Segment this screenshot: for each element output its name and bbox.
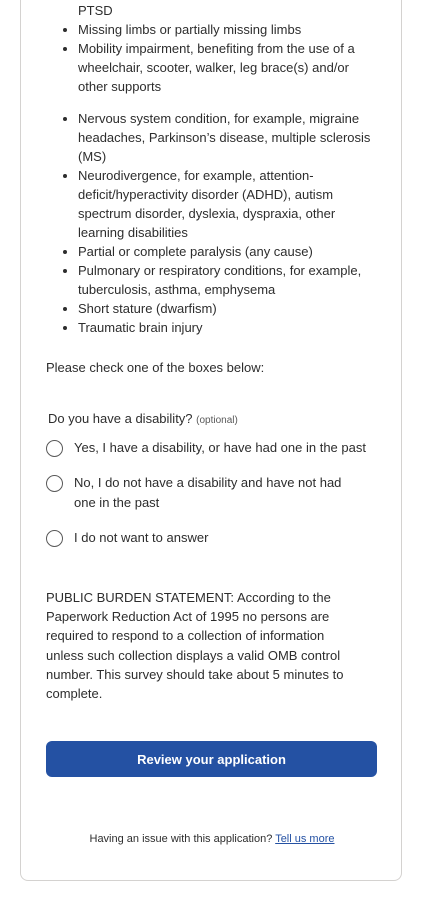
- condition-item-mobility: • Mobility impairment, benefiting from the use of a wheelchair, scooter, walker, leg brace(s) and/or other supports: [78, 39, 378, 96]
- radio-label-decline[interactable]: I do not want to answer: [74, 530, 209, 545]
- radio-button-decline[interactable]: [46, 530, 63, 547]
- review-application-button[interactable]: Review your application: [46, 741, 377, 777]
- conditions-list: [46, 0, 378, 337]
- radio-button-yes[interactable]: [46, 440, 63, 457]
- footer-feedback: [21, 833, 403, 845]
- disability-question-label: Do you have a disability?: [48, 411, 193, 426]
- condition-item-neurodivergence: • Neurodivergence, for example, attention-deficit/hyperactivity disorder (ADHD), autism spectrum disorder, dyslexia, dyspraxia, other learning disabilities: [78, 166, 378, 242]
- tell-us-more-link[interactable]: Tell us more: [275, 833, 335, 845]
- radio-option-no[interactable]: [46, 475, 366, 513]
- checkbox-prompt: Please check one of the boxes below:: [46, 360, 265, 375]
- condition-item-pulmonary: • Pulmonary or respiratory conditions, for example, tuberculosis, asthma, emphysema: [78, 261, 378, 299]
- public-burden-statement: PUBLIC BURDEN STATEMENT: According to the Paperwork Reduction Act of 1995 no persons are required to respond to a collection of information unless such collection displays a valid OMB control number. This survey should take about 5 minutes to complete.: [46, 590, 344, 702]
- condition-item-missing-limbs: • Missing limbs or partially missing limbs: [78, 20, 378, 39]
- condition-item-paralysis: • Partial or complete paralysis (any cause): [78, 242, 378, 261]
- radio-button-no[interactable]: [46, 475, 63, 492]
- application-card: [20, 0, 402, 881]
- radio-option-yes[interactable]: [46, 440, 378, 458]
- radio-label-yes[interactable]: Yes, I have a disability, or have had one in the past: [74, 440, 366, 455]
- condition-item-nervous-system: • Nervous system condition, for example, migraine headaches, Parkinson’s disease, multiple sclerosis (MS): [78, 109, 378, 166]
- footer-text: Having an issue with this application?: [89, 833, 273, 845]
- disability-question: [48, 409, 380, 430]
- conditions-list-container: [46, 0, 378, 337]
- condition-item-brain-injury: • Traumatic brain injury: [78, 318, 378, 337]
- condition-item-short-stature: • Short stature (dwarfism): [78, 299, 378, 318]
- radio-option-decline[interactable]: [46, 530, 378, 548]
- optional-tag: (optional): [196, 415, 238, 426]
- radio-label-no[interactable]: No, I do not have a disability and have not had one in the past: [74, 475, 342, 510]
- condition-item-mental-health: • PTSD: [78, 0, 378, 20]
